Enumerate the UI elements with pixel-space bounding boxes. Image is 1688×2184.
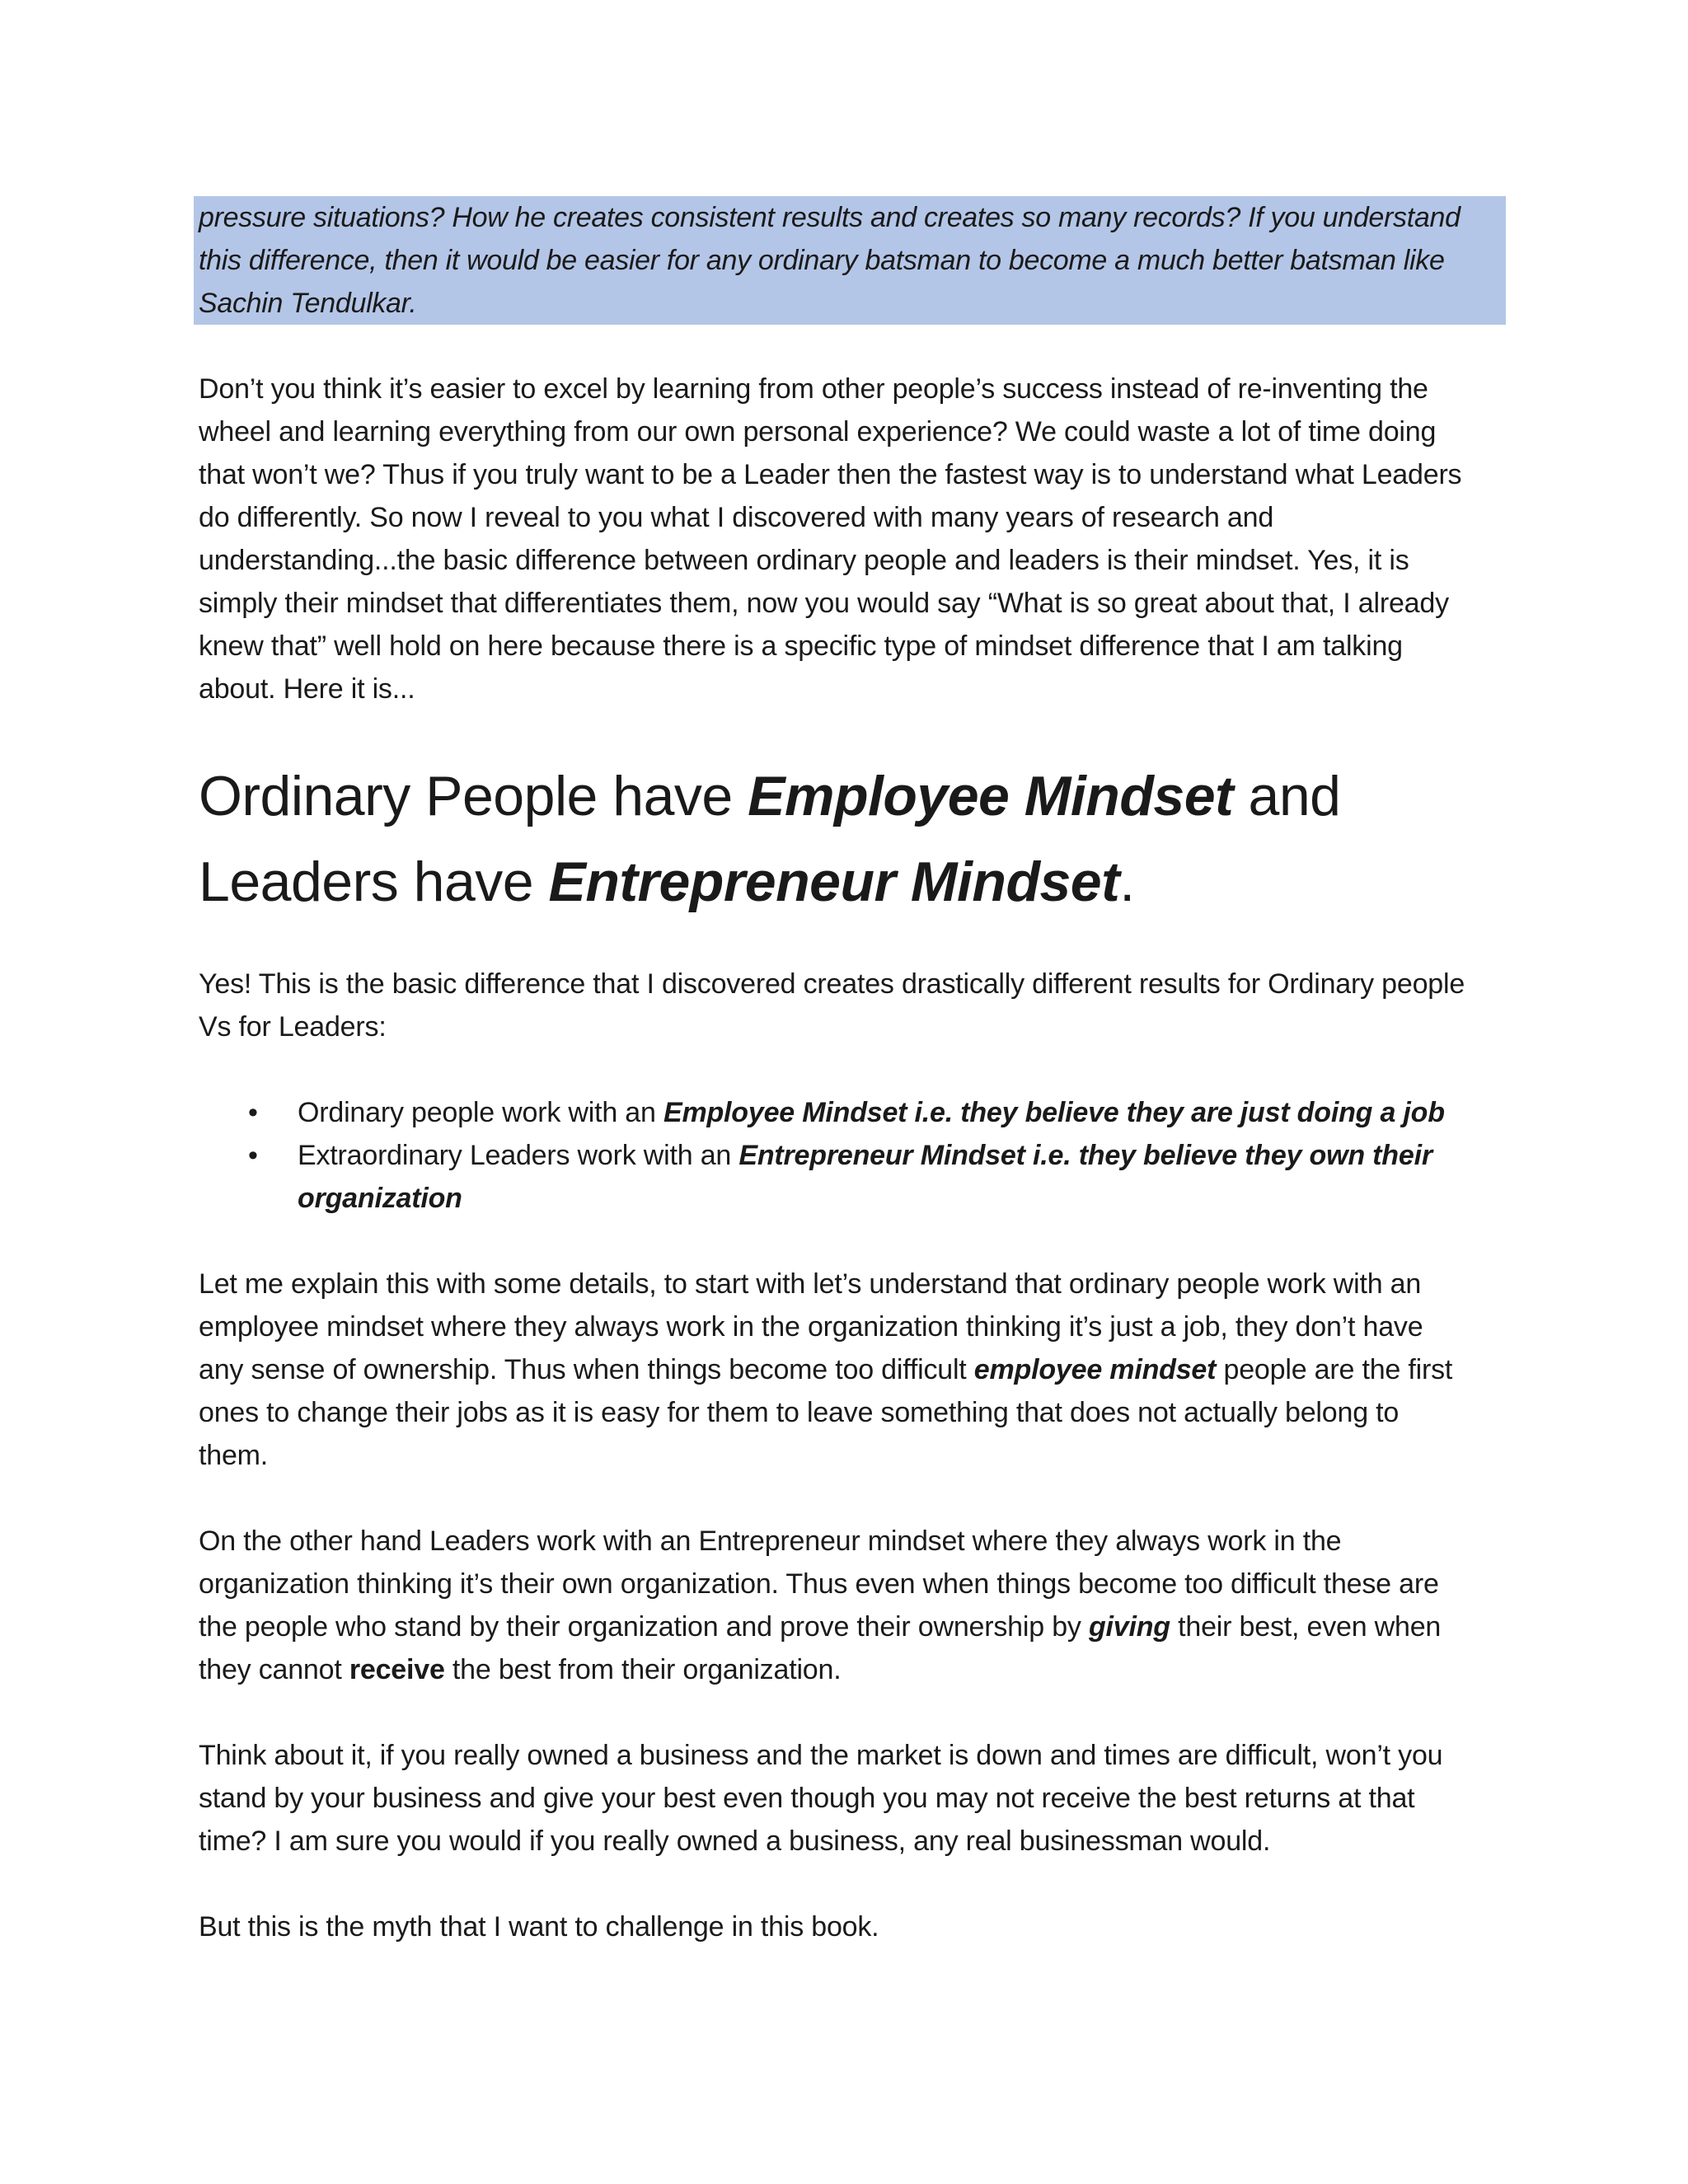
heading-line-2 xyxy=(199,839,1501,925)
inline-text: they cannot xyxy=(199,1654,349,1685)
text-line: Yes! This is the basic difference that I discovered creates drastically different results for Ordinary people xyxy=(199,968,1465,1000)
text-line: pressure situations? How he creates consistent results and creates so many records? If you understand xyxy=(199,202,1461,233)
section-heading xyxy=(199,753,1501,925)
inline-bold: receive xyxy=(349,1654,445,1685)
text-line: ones to change their jobs as it is easy for them to leave something that does not actually belong to xyxy=(199,1397,1400,1428)
heading-text: Ordinary People have xyxy=(199,765,748,827)
text-line: understanding...the basic difference between ordinary people and leaders is their mindset. Yes, it is xyxy=(199,545,1409,576)
page-content xyxy=(199,196,1501,1991)
list-item xyxy=(199,1134,1501,1220)
inline-text: people are the first xyxy=(1216,1354,1453,1385)
text-line: Let me explain this with some details, to start with let’s understand that ordinary people work with an xyxy=(199,1268,1422,1300)
text-line: time? I am sure you would if you really owned a business, any real businessman would. xyxy=(199,1825,1271,1857)
heading-emphasis: Employee Mindset xyxy=(748,765,1234,827)
text-line: On the other hand Leaders work with an Entrepreneur mindset where they always work in the xyxy=(199,1526,1342,1557)
text-line: knew that” well hold on here because there is a specific type of mindset difference that I am talking xyxy=(199,630,1403,662)
text-line: wheel and learning everything from our own personal experience? We could waste a lot of time doing xyxy=(199,416,1437,448)
bullet-list xyxy=(199,1091,1501,1220)
list-item-text: Extraordinary Leaders work with an xyxy=(298,1140,739,1171)
paragraph-2 xyxy=(199,963,1501,1048)
heading-line-1 xyxy=(199,753,1501,839)
text-line: Sachin Tendulkar. xyxy=(199,288,417,319)
text-line: Vs for Leaders: xyxy=(199,1011,387,1043)
text-line: about. Here it is... xyxy=(199,673,415,705)
heading-emphasis: Entrepreneur Mindset xyxy=(548,851,1120,913)
list-item-emphasis: Entrepreneur Mindset i.e. they believe they own their xyxy=(738,1140,1432,1171)
text-line: employee mindset where they always work in the organization thinking it’s just a job, they don’t have xyxy=(199,1311,1423,1343)
inline-text: any sense of ownership. Thus when things become too difficult xyxy=(199,1354,974,1385)
text-line: Don’t you think it’s easier to excel by learning from other people’s success instead of re-inventing the xyxy=(199,373,1428,405)
heading-text: and xyxy=(1233,765,1341,827)
paragraph-1 xyxy=(199,368,1501,710)
list-item xyxy=(199,1091,1501,1134)
bullet-icon: • xyxy=(248,1097,258,1128)
text-line: them. xyxy=(199,1440,269,1471)
text-line: this difference, then it would be easier for any ordinary batsman to become a much better batsman like xyxy=(199,245,1445,276)
text-line: simply their mindset that differentiates them, now you would say “What is so great about that, I already xyxy=(199,588,1449,619)
text-line xyxy=(199,1348,1501,1391)
inline-text: the best from their organization. xyxy=(444,1654,842,1685)
list-item-emphasis: organization xyxy=(298,1183,462,1214)
text-line: do differently. So now I reveal to you what I discovered with many years of research and xyxy=(199,502,1274,533)
inline-emphasis: giving xyxy=(1088,1611,1170,1643)
text-line: But this is the myth that I want to challenge in this book. xyxy=(199,1911,879,1943)
text-line xyxy=(199,1648,1501,1691)
text-line: organization thinking it’s their own organization. Thus even when things become too difficult these are xyxy=(199,1568,1439,1600)
bullet-icon: • xyxy=(248,1140,258,1171)
paragraph-3 xyxy=(199,1263,1501,1477)
inline-text: their best, even when xyxy=(1170,1611,1442,1643)
list-item-emphasis: Employee Mindset i.e. they believe they are just doing a job xyxy=(663,1097,1445,1128)
text-line: Think about it, if you really owned a business and the market is down and times are difficult, won’t you xyxy=(199,1740,1443,1771)
paragraph-5 xyxy=(199,1734,1501,1863)
heading-text: . xyxy=(1119,851,1135,913)
inline-emphasis: employee mindset xyxy=(973,1354,1217,1385)
text-line: stand by your business and give your best even though you may not receive the best returns at that xyxy=(199,1783,1415,1814)
list-item-text: Ordinary people work with an xyxy=(298,1097,663,1128)
paragraph-4 xyxy=(199,1520,1501,1691)
text-line: that won’t we? Thus if you truly want to be a Leader then the fastest way is to understand what Leaders xyxy=(199,459,1462,490)
paragraph-6 xyxy=(199,1905,1501,1948)
highlighted-quote xyxy=(194,196,1506,325)
inline-text: the people who stand by their organization and prove their ownership by xyxy=(199,1611,1089,1643)
heading-text: Leaders have xyxy=(199,851,549,913)
text-line xyxy=(199,1605,1501,1648)
